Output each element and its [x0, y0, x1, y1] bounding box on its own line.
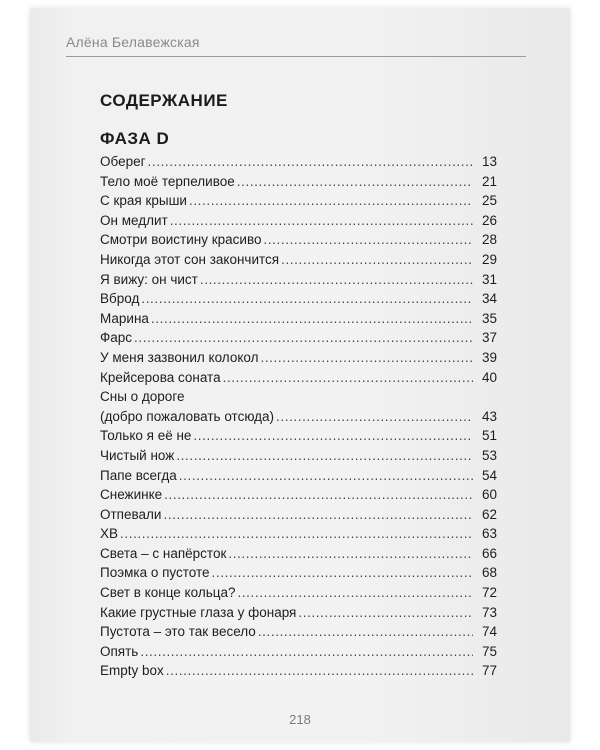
toc-entry — [100, 485, 497, 505]
dot-leader — [176, 446, 473, 466]
toc-entry-title: (добро пожаловать отсюда) — [100, 408, 275, 424]
toc-entry — [100, 289, 497, 309]
dot-leader — [141, 289, 473, 309]
toc-entry-title: Крейсерова соната — [100, 369, 221, 385]
toc-entry-page: 13 — [481, 154, 497, 169]
section-title: ФАЗА D — [100, 129, 170, 148]
toc-entry-title: Я вижу: он чист — [100, 271, 198, 287]
dot-leader — [260, 348, 473, 368]
toc-entry-page: 63 — [481, 526, 497, 542]
dot-leader — [189, 191, 473, 211]
toc-entry-page: 75 — [481, 643, 497, 659]
toc-entry — [100, 172, 497, 192]
toc-entry — [100, 309, 497, 329]
toc-entry-page: 73 — [481, 604, 497, 620]
dot-leader — [258, 622, 473, 642]
toc-entry-title: Вброд — [100, 291, 140, 307]
toc-entry — [100, 426, 497, 446]
running-head-author: Алёна Белавежская — [66, 34, 200, 50]
dot-leader — [134, 328, 473, 348]
toc-entry-page: 72 — [481, 585, 497, 601]
toc-entry-title: Смотри воистину красиво — [100, 232, 262, 248]
toc-entry — [100, 583, 497, 603]
toc-entry-page: 28 — [481, 232, 497, 248]
dot-leader — [263, 230, 473, 250]
dot-leader — [120, 524, 473, 544]
toc-entry-page: 25 — [481, 193, 497, 209]
toc-entry-page: 40 — [481, 369, 497, 385]
toc-entry-title: Отпевали — [100, 506, 162, 522]
toc-entry-page: 26 — [481, 212, 497, 228]
toc-entry — [100, 544, 497, 564]
toc-entry — [100, 348, 497, 368]
toc-entry-page: 35 — [481, 310, 497, 326]
toc-entry — [100, 250, 497, 270]
dot-leader — [276, 407, 473, 427]
dot-leader — [223, 368, 473, 388]
toc-entry-page: 21 — [481, 173, 497, 189]
toc-entry — [100, 524, 497, 544]
toc-entry — [100, 505, 497, 525]
toc-entry-title: Только я её не — [100, 428, 192, 444]
toc-entry-title: Пустота – это так весело — [100, 624, 256, 640]
toc-entry — [100, 642, 497, 662]
toc-entry-title: Empty box — [100, 663, 164, 679]
toc-entry — [100, 466, 497, 486]
toc-entry-title: Свет в конце кольца? — [100, 585, 236, 601]
dot-leader — [237, 583, 473, 603]
toc-entry-title: Марина — [100, 310, 149, 326]
dot-leader — [237, 172, 473, 192]
toc-entry-title: Опять — [100, 643, 139, 659]
header-divider — [66, 56, 526, 57]
toc-entry — [100, 211, 497, 231]
toc-entry-page: 54 — [481, 467, 497, 483]
toc-entry — [100, 622, 497, 642]
toc-entry-title: Папе всегда — [100, 467, 177, 483]
toc-entry-title: Никогда этот сон закончится — [100, 251, 280, 267]
dot-leader — [164, 485, 473, 505]
dot-leader — [228, 544, 473, 564]
toc-entry-page: 68 — [481, 565, 497, 581]
toc-entry-title: Снежинке — [100, 487, 163, 503]
toc-entry — [100, 661, 497, 681]
dot-leader — [200, 270, 473, 290]
dot-leader — [179, 466, 473, 486]
toc-entry-title: Сны о дороге — [100, 389, 185, 405]
dot-leader — [151, 309, 473, 329]
toc-entry-page: 77 — [481, 663, 497, 679]
toc-entry — [100, 152, 497, 172]
toc-entry-title: ХВ — [100, 526, 119, 542]
page-number: 218 — [289, 712, 311, 727]
toc-entry-title: С края крыши — [100, 193, 187, 209]
dot-leader — [140, 642, 473, 662]
dot-leader — [166, 661, 473, 681]
toc-entry-first-line — [100, 387, 497, 407]
toc-entry-page: 66 — [481, 545, 497, 561]
dot-leader — [281, 250, 473, 270]
toc-entry-page: 60 — [481, 487, 497, 503]
toc-entry-page: 39 — [481, 349, 497, 365]
toc-entry-title: Чистый нож — [100, 447, 175, 463]
toc-entry-page: 53 — [481, 447, 497, 463]
dot-leader — [148, 152, 473, 172]
toc-entry — [100, 407, 497, 427]
toc-entry-page: 29 — [481, 251, 497, 267]
dot-leader — [298, 603, 473, 623]
dot-leader — [163, 505, 473, 525]
dot-leader — [170, 211, 473, 231]
contents-heading: СОДЕРЖАНИЕ — [100, 91, 228, 110]
toc-entry-title: Какие грустные глаза у фонаря — [100, 604, 297, 620]
toc-entry — [100, 446, 497, 466]
toc-entry-title: Он медлит — [100, 212, 168, 228]
toc-entry — [100, 603, 497, 623]
toc-entry-title: У меня зазвонил колокол — [100, 349, 259, 365]
toc-entry-page: 37 — [481, 330, 497, 346]
toc-entry-page: 74 — [481, 624, 497, 640]
toc-entry-title: Тело моё терпеливое — [100, 173, 235, 189]
toc-entry-page: 43 — [481, 408, 497, 424]
toc-entry — [100, 270, 497, 290]
toc-entry — [100, 191, 497, 211]
table-of-contents — [100, 152, 497, 681]
toc-entry-page: 31 — [481, 271, 497, 287]
toc-entry — [100, 368, 497, 388]
toc-entry-title: Света – с напёрсток — [100, 545, 227, 561]
toc-entry-title: Фарс — [100, 330, 133, 346]
toc-entry-title: Поэмка о пустоте — [100, 565, 210, 581]
toc-entry-title: Оберег — [100, 154, 146, 169]
toc-entry — [100, 328, 497, 348]
dot-leader — [212, 563, 473, 583]
dot-leader — [193, 426, 473, 446]
toc-entry — [100, 230, 497, 250]
toc-entry-page: 34 — [481, 291, 497, 307]
toc-entry-page: 51 — [481, 428, 497, 444]
toc-entry-page: 62 — [481, 506, 497, 522]
toc-entry — [100, 563, 497, 583]
